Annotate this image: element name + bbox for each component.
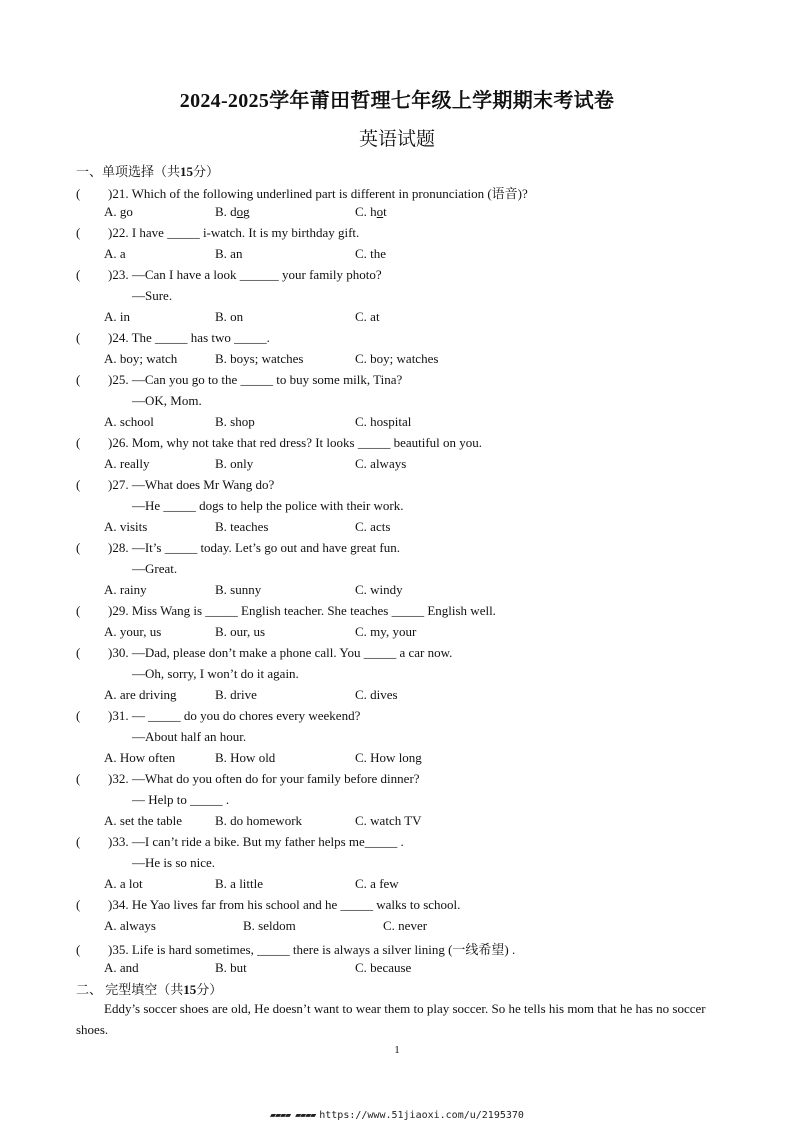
question-reply: —Sure.	[132, 288, 173, 303]
option-a[interactable]: A. are driving	[104, 687, 177, 702]
question-text: )32. —What do you often do for your family before dinner?	[108, 771, 420, 786]
option-row	[104, 456, 704, 472]
option-a[interactable]: A. go	[104, 204, 133, 219]
option-b-pre: B. d	[215, 204, 237, 219]
answer-bracket[interactable]: (	[76, 330, 81, 345]
exam-subtitle: 英语试题	[358, 129, 435, 150]
option-b[interactable]: B. shop	[215, 414, 255, 429]
option-c[interactable]: C. my, your	[355, 624, 417, 639]
option-b[interactable]: B. but	[215, 960, 247, 975]
option-b[interactable]: B. seldom	[243, 918, 296, 933]
answer-bracket[interactable]: (	[76, 645, 81, 660]
option-row	[104, 309, 704, 325]
question-text: )23. —Can I have a look ______ your family photo?	[108, 267, 382, 282]
option-row	[104, 351, 704, 367]
option-b[interactable]: B. teaches	[215, 519, 269, 534]
question-text: )35. Life is hard sometimes, _____ there is always a silver lining (一线希望) .	[108, 942, 516, 957]
question-reply: —OK, Mom.	[132, 393, 202, 408]
question-stem	[76, 435, 482, 451]
answer-bracket[interactable]: (	[76, 186, 81, 201]
option-c[interactable]: C. because	[355, 960, 412, 975]
option-c[interactable]: C. always	[355, 456, 407, 471]
option-b[interactable]: B. our, us	[215, 624, 266, 639]
option-b-u: o	[236, 204, 244, 219]
answer-bracket[interactable]: (	[76, 942, 81, 957]
footer	[0, 1110, 794, 1121]
question-text: )27. —What does Mr Wang do?	[108, 477, 275, 492]
option-row	[104, 582, 704, 598]
option-a[interactable]: A. set the table	[104, 813, 182, 828]
option-b[interactable]: B. How old	[215, 750, 276, 765]
question-text: )29. Miss Wang is _____ English teacher. She teaches _____ English well.	[108, 603, 496, 618]
option-row	[104, 918, 704, 934]
question-stem	[76, 603, 496, 619]
option-a[interactable]: A. boy; watch	[104, 351, 178, 366]
section1-heading	[76, 161, 219, 180]
option-c[interactable]: C. at	[355, 309, 380, 324]
footer-logo-icon: ▰▰▰▰ ▰▰▰▰	[270, 1110, 316, 1121]
option-a[interactable]: A. school	[104, 414, 154, 429]
question-text: )24. The _____ has two _____.	[108, 330, 270, 345]
option-row	[104, 624, 704, 640]
answer-bracket[interactable]: (	[76, 477, 81, 492]
section1-heading-pre: 一、单项选择（共	[76, 164, 181, 179]
option-b[interactable]: B. only	[215, 456, 254, 471]
option-row	[104, 204, 704, 220]
option-a[interactable]: A. a	[104, 246, 126, 261]
option-b-post: g	[243, 204, 250, 219]
option-row	[104, 246, 704, 262]
option-c[interactable]: C. never	[383, 918, 428, 933]
question-text: )22. I have _____ i-watch. It is my birthday gift.	[108, 225, 360, 240]
option-c-pre: C. h	[355, 204, 377, 219]
answer-bracket[interactable]: (	[76, 897, 81, 912]
option-a[interactable]: A. and	[104, 960, 139, 975]
option-c[interactable]: C. acts	[355, 519, 391, 534]
option-a[interactable]: A. rainy	[104, 582, 147, 597]
question-stem	[76, 372, 402, 388]
option-row	[104, 750, 704, 766]
option-a[interactable]: A. really	[104, 456, 150, 471]
option-b[interactable]	[215, 204, 250, 220]
cloze-paragraph: Eddy’s soccer shoes are old, He doesn’t want to wear them to play soccer. So he tells his mom that he has no soccer shoes.	[76, 1001, 706, 1037]
question-reply: —Great.	[132, 561, 178, 576]
question-text: )25. —Can you go to the _____ to buy some milk, Tina?	[108, 372, 403, 387]
question-stem	[76, 834, 404, 850]
option-b[interactable]: B. on	[215, 309, 244, 324]
page-number: 1	[394, 1044, 400, 1056]
option-c[interactable]: C. watch TV	[355, 813, 422, 828]
option-c[interactable]: C. the	[355, 246, 387, 261]
option-c[interactable]: C. hospital	[355, 414, 412, 429]
footer-url[interactable]: https://www.51jiaoxi.com/u/2195370	[319, 1110, 524, 1121]
option-b[interactable]: B. a little	[215, 876, 264, 891]
answer-bracket[interactable]: (	[76, 603, 81, 618]
option-row	[104, 414, 704, 430]
question-text: )31. — _____ do you do chores every weekend?	[108, 708, 361, 723]
option-c[interactable]: C. windy	[355, 582, 403, 597]
question-reply: —He _____ dogs to help the police with their work.	[132, 498, 404, 513]
question-stem	[76, 708, 360, 724]
option-row	[104, 876, 704, 892]
question-reply: — Help to _____ .	[132, 792, 230, 807]
question-stem	[76, 540, 400, 556]
option-a[interactable]: A. your, us	[104, 624, 162, 639]
option-c-u: o	[376, 204, 384, 219]
question-stem	[76, 267, 382, 283]
option-b[interactable]: B. an	[215, 246, 243, 261]
question-stem	[76, 330, 270, 346]
option-b[interactable]: B. drive	[215, 687, 257, 702]
answer-bracket[interactable]: (	[76, 267, 81, 282]
section1-heading-post: 分）	[193, 164, 220, 179]
option-b[interactable]: B. boys; watches	[215, 351, 304, 366]
question-stem	[76, 225, 359, 241]
option-a[interactable]: A. a lot	[104, 876, 143, 891]
answer-bracket[interactable]: (	[76, 435, 81, 450]
option-c[interactable]: C. How long	[355, 750, 422, 765]
question-stem	[76, 897, 460, 913]
section2-heading-pre: 二、 完型填空（共	[76, 982, 184, 997]
option-row	[104, 960, 704, 976]
question-reply: —Oh, sorry, I won’t do it again.	[132, 666, 299, 681]
question-stem	[76, 183, 528, 202]
option-c[interactable]: C. boy; watches	[355, 351, 439, 366]
option-a[interactable]: A. in	[104, 309, 130, 324]
answer-bracket[interactable]: (	[76, 708, 81, 723]
option-a[interactable]: A. How often	[104, 750, 176, 765]
option-c[interactable]: C. a few	[355, 876, 399, 891]
question-text: )28. —It’s _____ today. Let’s go out and have great fun.	[108, 540, 400, 555]
question-reply: —About half an hour.	[132, 729, 247, 744]
answer-bracket[interactable]: (	[76, 771, 81, 786]
option-c[interactable]: C. dives	[355, 687, 398, 702]
option-c[interactable]	[355, 204, 387, 220]
question-stem	[76, 477, 274, 493]
section2-heading	[76, 979, 222, 998]
answer-bracket[interactable]: (	[76, 372, 81, 387]
question-text: )34. He Yao lives far from his school and he _____ walks to school.	[108, 897, 461, 912]
question-reply: —He is so nice.	[132, 855, 216, 870]
option-a[interactable]: A. visits	[104, 519, 148, 534]
option-a[interactable]: A. always	[104, 918, 156, 933]
option-c-post: t	[383, 204, 387, 219]
option-row	[104, 687, 704, 703]
option-b[interactable]: B. do homework	[215, 813, 303, 828]
section2-heading-num: 15	[183, 982, 197, 997]
option-row	[104, 519, 704, 535]
question-text: )30. —Dad, please don’t make a phone call. You _____ a car now.	[108, 645, 453, 660]
question-stem	[76, 771, 420, 787]
question-text: )21. Which of the following underlined part is different in pronunciation (语音)?	[108, 186, 528, 201]
answer-bracket[interactable]: (	[76, 834, 81, 849]
exam-title: 2024-2025学年莆田哲理七年级上学期期末考试卷	[179, 90, 615, 112]
question-stem	[76, 939, 515, 958]
section2-heading-post: 分）	[196, 982, 223, 997]
answer-bracket[interactable]: (	[76, 225, 81, 240]
question-text: )33. —I can’t ride a bike. But my father helps me_____ .	[108, 834, 404, 849]
question-text: )26. Mom, why not take that red dress? It looks _____ beautiful on you.	[108, 435, 483, 450]
section1-heading-num: 15	[180, 164, 194, 179]
question-stem	[76, 645, 452, 661]
option-row	[104, 813, 704, 829]
answer-bracket[interactable]: (	[76, 540, 81, 555]
option-b[interactable]: B. sunny	[215, 582, 262, 597]
